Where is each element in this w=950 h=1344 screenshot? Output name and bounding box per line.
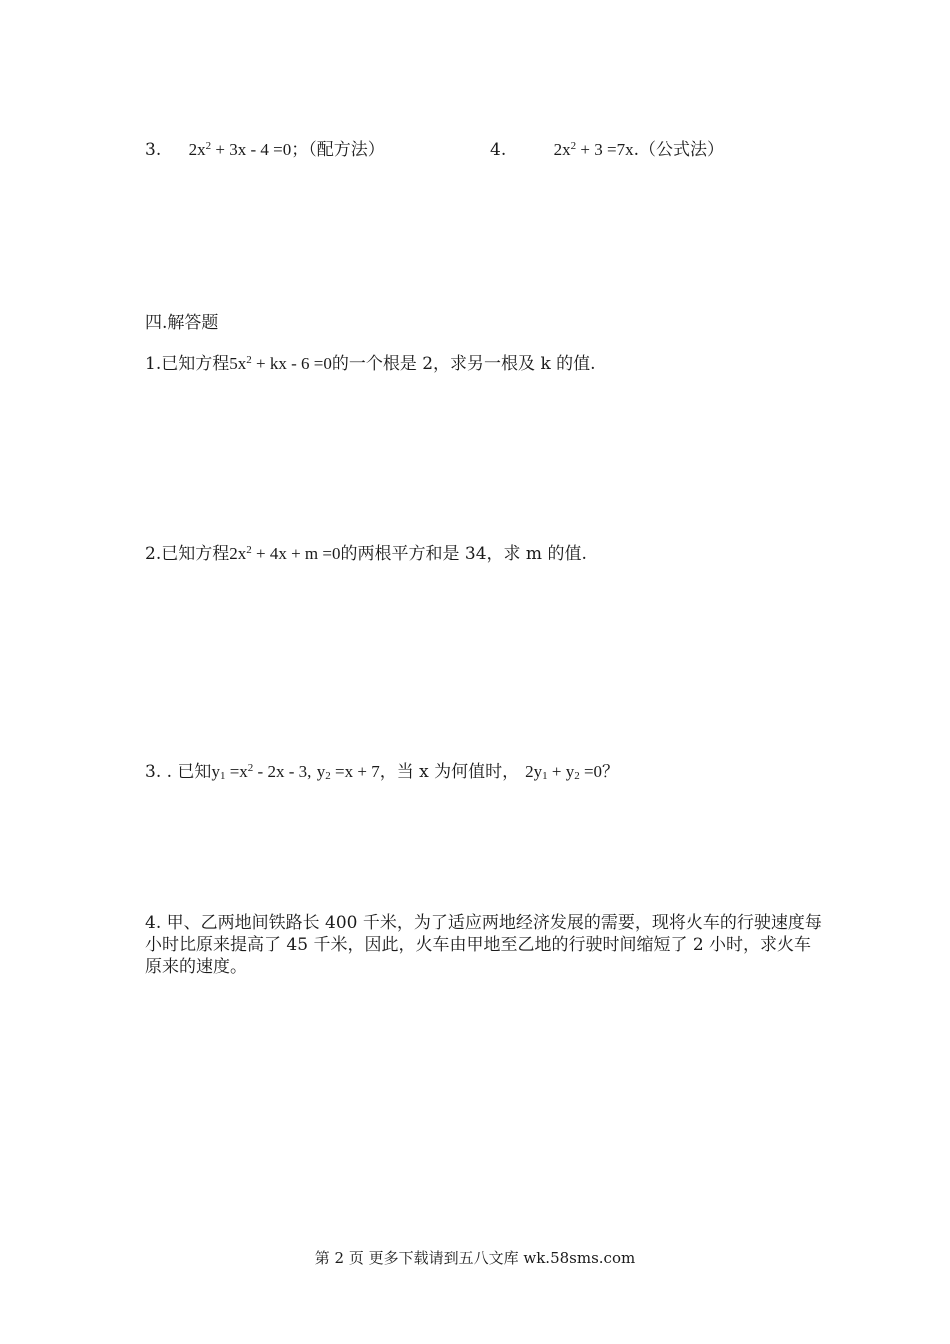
problem-number: 4. <box>490 140 507 160</box>
equation-y2: $y_2 =x + 7$ <box>316 762 380 782</box>
method-label: （配方法） <box>308 140 385 160</box>
problem-number: 3. <box>145 140 162 160</box>
page-footer: 第 2 页 更多下载请到五八文库 wk.58sms.com <box>314 1249 636 1267</box>
equation: $2x^2 + 4x + m =0$ <box>229 544 341 563</box>
condition-equation: $2y_1 + y_2 =0$ <box>525 762 603 782</box>
question-3: 3. . 已知$y_1 =x^2 - 2x - 3$, $y_2 =x + 7$，当 x 为何值时， $2y_1 + y_2 =0$？ <box>145 762 620 782</box>
question-2: 2.已知方程$2x^2 + 4x + m =0$的两根平方和是 34，求 m 的值. <box>145 544 587 564</box>
method-label: （公式法） <box>638 140 724 160</box>
problem-3: 3. $2x^2 + 3x - 4 =0$；（配方法） <box>145 140 385 160</box>
section-heading: 四.解答题 <box>145 313 219 333</box>
equation: $5x^2$ + kx - 6 =0 <box>229 354 332 373</box>
equation: $2x^2 + 3 =7x$ <box>553 140 634 159</box>
question-1: 1.已知方程$5x^2$ + kx - 6 =0的一个根是 2，求另一根及 k 的值. <box>145 354 596 374</box>
equation-y1: $y_1 =x^2 - 2x - 3$, <box>211 762 312 782</box>
problem-4: 4. $2x^2 + 3 =7x$.（公式法） <box>490 140 724 160</box>
equation: $2x^2 + 3x - 4 =0$ <box>188 140 292 159</box>
question-4: 4. 甲、乙两地间铁路长 400 千米，为了适应两地经济发展的需要，现将火车的行驶速度每小时比原来提高了 45 千米，因此，火车由甲地至乙地的行驶时间缩短了 2 小时，求火车原来的速度。 <box>145 913 822 977</box>
